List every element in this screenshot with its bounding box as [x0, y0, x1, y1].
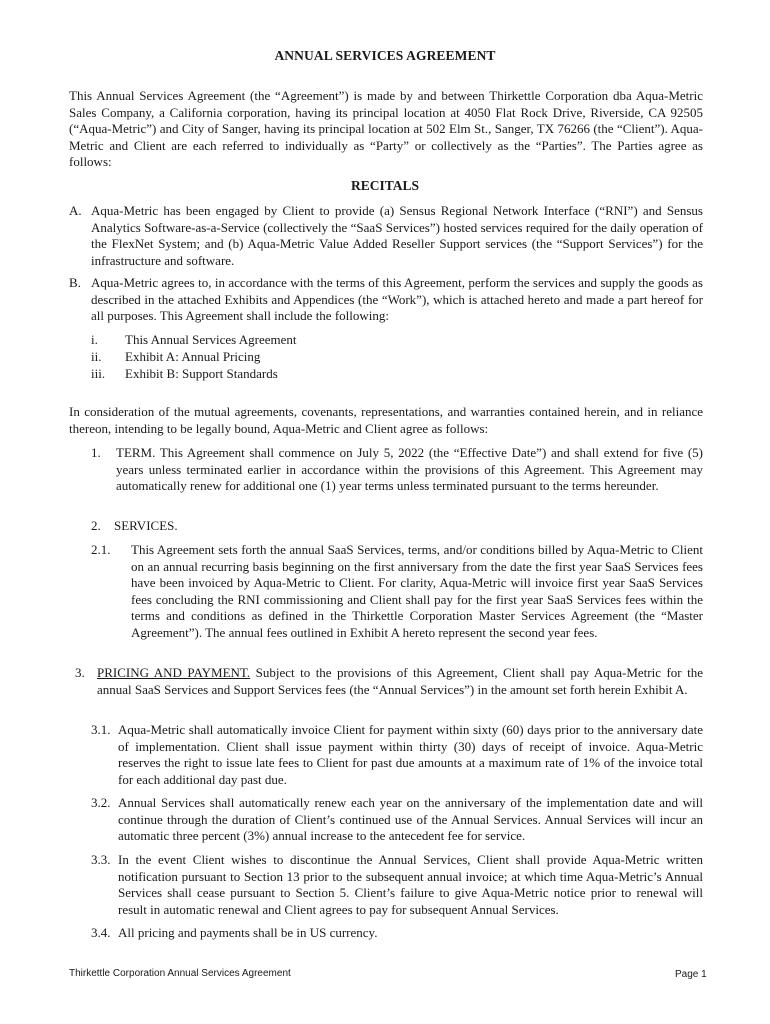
recital-b	[69, 275, 703, 325]
section-text: Aqua-Metric shall automatically invoice Client for payment within sixty (60) days prior to the anniversary date of implementation. Client shall issue payment within thirty (30) days of receipt of invoice. Aqua-Metric reserves the right to issue late fees to Client for past due amounts at a maximum rate of 1% of the invoice total for each additional day past due.	[118, 722, 703, 787]
section-2-1	[91, 542, 703, 641]
list-item	[91, 332, 591, 349]
list-item-number: i.	[91, 332, 98, 347]
section-text: SERVICES.	[114, 518, 178, 533]
section-number: 3.3.	[91, 852, 111, 867]
footer-title: Thirkettle Corporation Annual Services Agreement	[69, 968, 291, 979]
intro-paragraph: This Annual Services Agreement (the “Agreement”) is made by and between Thirkettle Corporation dba Aqua-Metric Sales Company, a California corporation, having its principal location at 4050 Flat Rock Drive, Riverside, CA 92505 (“Aqua-Metric”) and City of Sanger, having its principal location at 502 Elm St., Sanger, TX 76266 (the “Client”). Aqua-Metric and Client are each referred to individually as “Party” or collectively as the “Parties”. The Parties agree as follows:	[69, 88, 703, 169]
section-number: 3.4.	[91, 925, 111, 940]
document-title: ANNUAL SERVICES AGREEMENT	[274, 48, 496, 63]
section-number: 3.2.	[91, 795, 111, 810]
section-text	[97, 665, 703, 698]
consideration-paragraph: In consideration of the mutual agreements, covenants, representations, and warranties contained herein, and in reliance thereon, intending to be legally bound, Aqua-Metric and Client agree as follows:	[69, 404, 703, 436]
section-number: 1.	[91, 445, 101, 460]
list-item-text: Exhibit A: Annual Pricing	[125, 348, 261, 364]
section-3-2	[91, 795, 703, 845]
section-text: Annual Services shall automatically renew each year on the anniversary of the implementation date and will continue through the duration of Client’s continued use of the Annual Services. Annual Services will incur an automatic three percent (3%) annual increase to the antecedent fee for service.	[118, 795, 703, 843]
section-text: In the event Client wishes to discontinue the Annual Services, Client shall provide Aqua-Metric written notification pursuant to Section 13 prior to the subsequent annual invoice; at which time Aqua-Metric’s Annual Services shall cease pursuant to Section 5. Client’s failure to give Aqua-Metric notice prior to renewal will result in automatic renewal and Client agrees to pay for subsequent Annual Services.	[118, 852, 703, 917]
section-pricing-and-payment	[75, 665, 703, 698]
list-item-number: ii.	[91, 348, 102, 364]
section-number: 3.	[75, 665, 85, 680]
list-item-number: iii.	[91, 365, 106, 381]
section-3-4	[91, 925, 703, 942]
section-body: Subject to the provisions of this Agreement, Client shall pay Aqua-Metric for the annual SaaS Services and Support Services fees (the “Annual Services”) in the amount set forth herein Exhibit A.	[97, 665, 704, 697]
section-services	[91, 518, 711, 535]
recital-text: Aqua-Metric agrees to, in accordance with the terms of this Agreement, perform the services and supply the goods as described in the attached Exhibits and Appendices (the “Work”), which is attached hereto and made a part hereof for all purposes. This Agreement shall include the following:	[91, 275, 703, 323]
list-item-text: Exhibit B: Support Standards	[125, 365, 278, 381]
recital-a	[69, 203, 703, 269]
recital-letter: A.	[69, 203, 82, 218]
section-heading: PRICING AND PAYMENT.	[97, 665, 251, 680]
list-item	[91, 349, 591, 366]
section-text: All pricing and payments shall be in US currency.	[118, 925, 378, 940]
section-text: TERM. This Agreement shall commence on July 5, 2022 (the “Effective Date”) and shall extend for five (5) years unless terminated earlier in accordance within the provisions of this Agreement. This Agreement may automatically renew for additional one (1) year terms unless terminated pursuant to the terms hereunder.	[116, 445, 703, 493]
included-documents-list	[91, 332, 591, 382]
page-number: Page 1	[675, 969, 707, 980]
section-number: 2.	[91, 518, 101, 533]
section-term	[91, 445, 703, 495]
section-number: 3.1.	[91, 722, 111, 737]
list-item-text: This Annual Services Agreement	[125, 332, 297, 347]
section-3-1	[91, 722, 703, 788]
section-3-3	[91, 852, 703, 918]
recital-letter: B.	[69, 275, 81, 290]
recital-text: Aqua-Metric has been engaged by Client to provide (a) Sensus Regional Network Interface (“RNI”) and Sensus Analytics Software-as-a-Service (collectively the “SaaS Services”) hosted services required for the daily operation of the FlexNet System; and (b) Aqua-Metric Value Added Reseller Support services (the “Support Services”) for the infrastructure and software.	[91, 203, 703, 268]
section-text: This Agreement sets forth the annual SaaS Services, terms, and/or conditions billed by Aqua-Metric to Client on an annual recurring basis beginning on the first anniversary from the date the first year SaaS Services fees have been invoiced by Aqua-Metric to Client. For clarity, Aqua-Metric will invoice first year SaaS Services fees concluding the RNI commissioning and Client shall pay for the first year SaaS Services fees within the terms and conditions as defined in the Thirkettle Corporation Master Services Agreement (the “Master Agreement”). The annual fees outlined in Exhibit A hereto represent the second year fees.	[131, 542, 703, 640]
recitals-heading: RECITALS	[350, 178, 420, 193]
section-number: 2.1.	[91, 542, 111, 557]
list-item	[91, 366, 591, 383]
